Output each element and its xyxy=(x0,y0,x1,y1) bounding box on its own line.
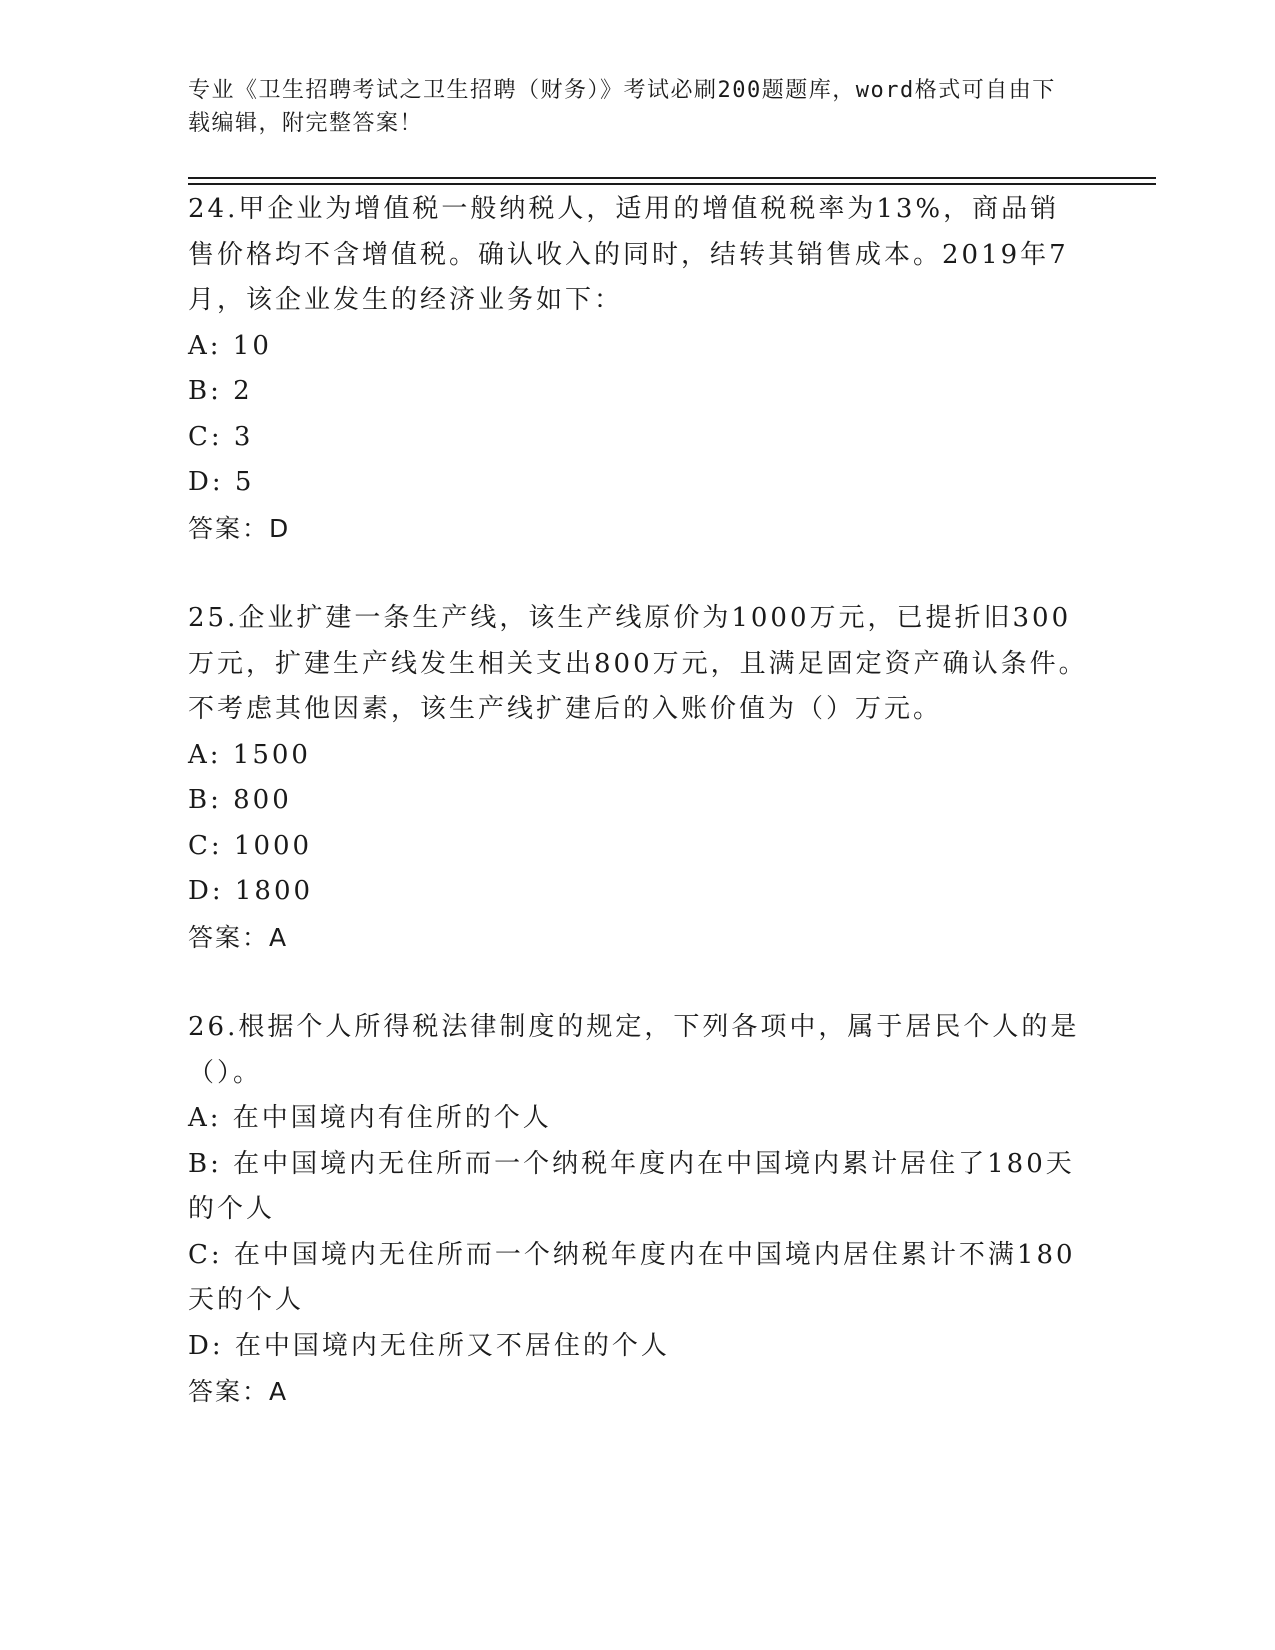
question-stem: 24.甲企业为增值税一般纳税人，适用的增值税税率为13%，商品销售价格均不含增值税。确认收入的同时，结转其销售成本。2019年7月，该企业发生的经济业务如下： xyxy=(188,194,1069,315)
question-list xyxy=(188,187,1088,1460)
question-stem: 25.企业扩建一条生产线，该生产线原价为1000万元，已提折旧300万元，扩建生产线发生相关支出800万元，且满足固定资产确认条件。不考虑其他因素，该生产线扩建后的入账价值为（）万元。 xyxy=(188,603,1088,724)
question-stem: 26.根据个人所得税法律制度的规定，下列各项中，属于居民个人的是（）。 xyxy=(188,1012,1080,1088)
option-d: D: 在中国境内无住所又不居住的个人 xyxy=(188,1330,670,1361)
question-26 xyxy=(188,1005,1088,1415)
answer-line: 答案：A xyxy=(188,1377,289,1406)
answer-line: 答案：A xyxy=(188,922,289,952)
option-a: A: 1500 xyxy=(188,739,311,770)
option-d: D: 1800 xyxy=(188,876,314,906)
option-b: B: 800 xyxy=(188,785,292,815)
question-25 xyxy=(188,596,1088,960)
option-c: C: 1000 xyxy=(188,830,313,861)
document-header: 专业《卫生招聘考试之卫生招聘（财务）》考试必刷200题题库，word格式可自由下载编辑，附完整答案！ xyxy=(188,78,1056,136)
option-c: C: 3 xyxy=(188,421,254,452)
option-b: B: 2 xyxy=(188,376,253,406)
option-a: A: 10 xyxy=(188,330,272,361)
option-b: B: 在中国境内无住所而一个纳税年度内在中国境内累计居住了180天的个人 xyxy=(188,1148,1075,1224)
question-24 xyxy=(188,187,1088,551)
header-divider-bottom xyxy=(188,183,1156,185)
option-a: A: 在中国境内有住所的个人 xyxy=(188,1103,552,1133)
option-d: D: 5 xyxy=(188,467,255,497)
answer-line: 答案：D xyxy=(188,513,291,543)
header-divider-top xyxy=(188,177,1156,179)
option-c: C: 在中国境内无住所而一个纳税年度内在中国境内居住累计不满180天的个人 xyxy=(188,1239,1076,1315)
